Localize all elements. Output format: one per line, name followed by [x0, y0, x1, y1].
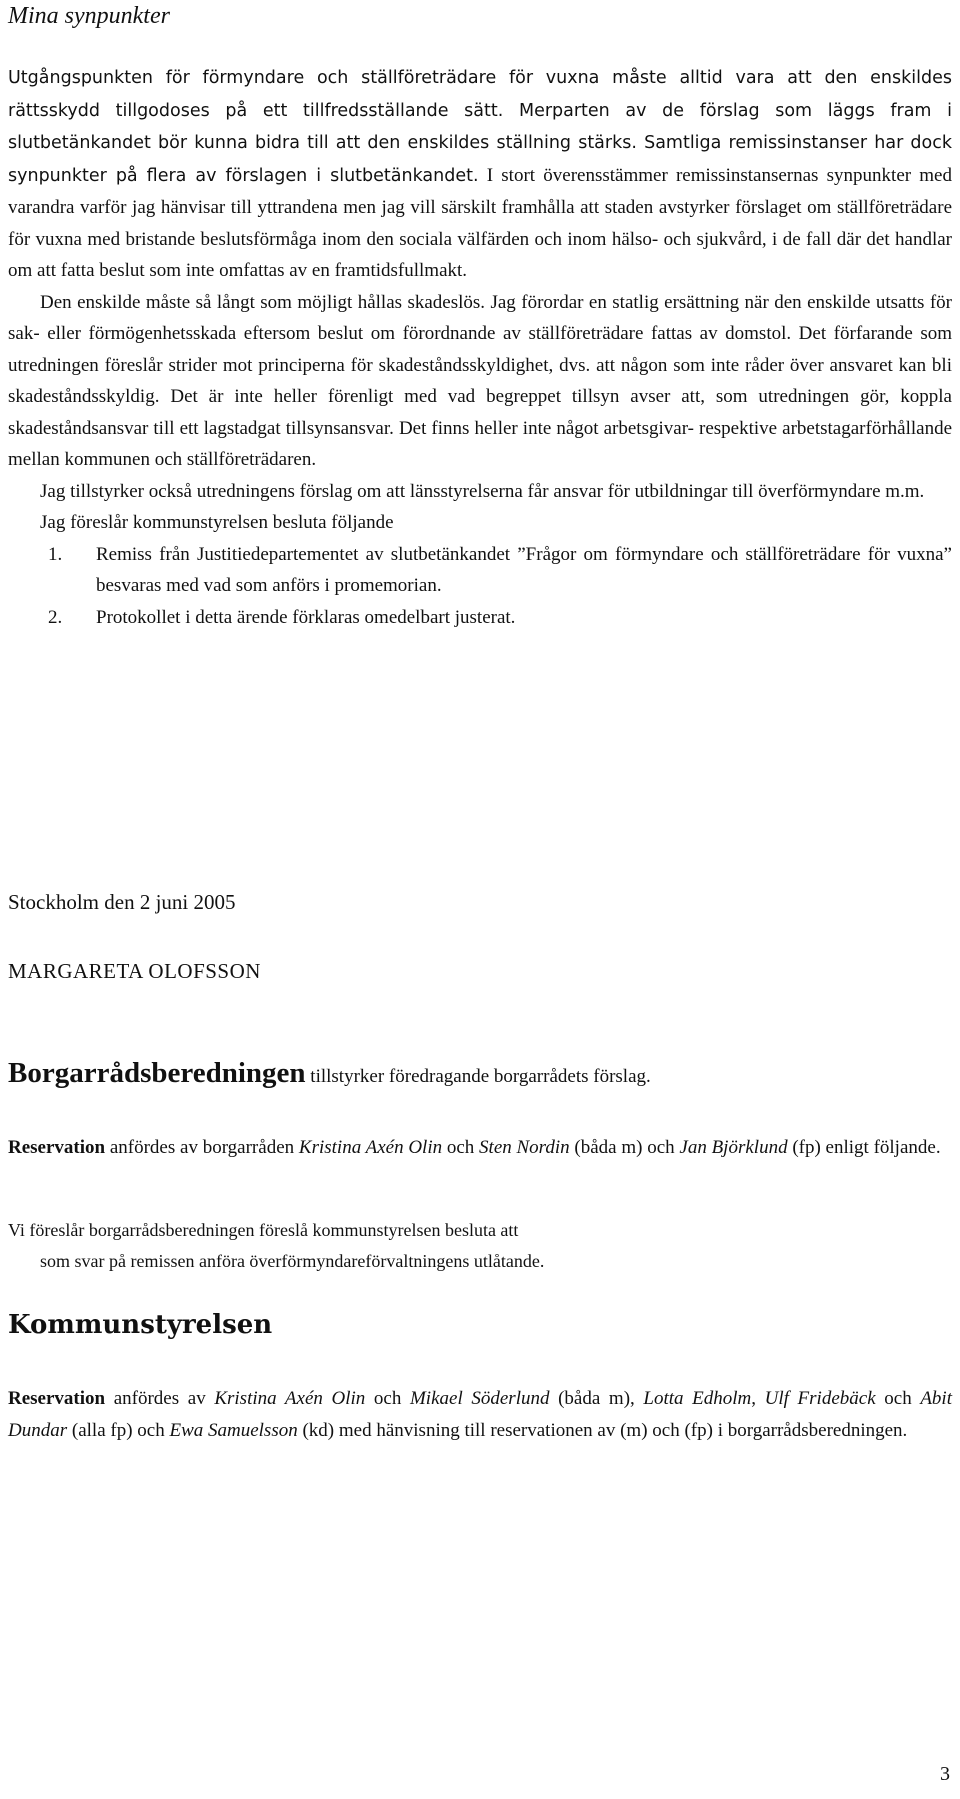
reservation-text: (kd) med hänvisning till reservationen av (m) och (fp) i borgarrådsberedningen. [297, 1419, 908, 1441]
paragraph-1 [8, 62, 952, 287]
list-item [8, 602, 952, 634]
borgarradsberedningen-label: Borgarrådsberedningen [8, 1057, 306, 1089]
person-name: Jan Björklund [679, 1137, 788, 1158]
person-name: Lotta Edholm [643, 1388, 752, 1409]
reservation-2 [8, 1383, 952, 1446]
list-item-text: Remiss från Justitiedepartementet av slutbetänkandet ”Frågor om förmyndare och ställföreträdare för vuxna” besvaras med vad som anförs i promemorian. [96, 543, 952, 596]
reservation-1 [8, 1132, 952, 1164]
date-line: Stockholm den 2 juni 2005 [8, 890, 236, 914]
reservation-text: (fp) enligt följande. [787, 1137, 941, 1158]
paragraph-4: Jag föreslår kommunstyrelsen besluta följande [40, 512, 394, 533]
person-name: Sten Nordin [479, 1137, 570, 1158]
person-name: Kristina Axén Olin [298, 1137, 443, 1158]
paragraph-1-part-a: Utgångspunkten för förmyndare och ställföreträdare för vuxna måste alltid vara att den enskildes rättsskydd tillgodoses på ett tillfredsställande sätt. Merparten av de förslag som läggs fram i slutbetänkandet bör kunna bidra till att den enskildes ställning stärks. Samtliga remissinstanser har dock synpunkter på flera av förslagen i slutbetänkandet. [8, 68, 952, 186]
reservation-text: och [875, 1388, 921, 1409]
person-name: Ewa Samuelsson [169, 1419, 298, 1441]
signature: MARGARETA OLOFSSON [8, 959, 261, 983]
proposal-line-1: Vi föreslår borgarrådsberedningen föreslå kommunstyrelsen besluta att [8, 1220, 519, 1240]
reservation-text: , [751, 1388, 765, 1409]
list-item-text: Protokollet i detta ärende förklaras omedelbart justerat. [96, 606, 516, 628]
page-number: 3 [940, 1763, 950, 1785]
document-page [8, 0, 952, 1799]
person-name: Mikael Söderlund [409, 1388, 550, 1409]
person-name: Ulf Fridebäck [764, 1388, 876, 1409]
reservation-text: (alla fp) och [67, 1419, 170, 1441]
proposal [8, 1215, 952, 1277]
reservation-text: och [442, 1137, 480, 1158]
paragraph-2: Den enskilde måste så långt som möjligt hållas skadeslös. Jag förordar en statlig ersättning när den enskilde utsatts för sak- eller förmögenhetsskada eftersom beslut om förordnande av ställföreträdare fattas av domstol. Det förfarande som utredningen föreslår strider mot principerna för skadeståndsskyldighet, dvs. att någon som inte råder över ansvaret kan bli skadeståndsskyldig. Det är inte heller förenligt med vad begreppet tillsyn avser att, som utredningen gör, koppla skadeståndsansvar till ett lagstadgat tillsynsansvar. Det finns heller inte något arbetsgivar- respektive arbetstagarförhållande mellan kommunen och ställföreträdaren. [8, 291, 952, 470]
reservation-label: Reservation [8, 1388, 106, 1409]
section-heading: Mina synpunkter [8, 3, 170, 29]
body-text [8, 62, 952, 633]
reservation-text: anfördes av borgarråden [105, 1137, 299, 1158]
list-item [8, 539, 952, 602]
reservation-text: (båda m) och [569, 1137, 680, 1158]
decision-list [8, 539, 952, 634]
borgarradsberedningen-text: tillstyrker föredragande borgarrådets förslag. [305, 1066, 651, 1087]
borgarradsberedningen-statement [8, 1058, 952, 1093]
reservation-text: och [365, 1388, 410, 1409]
paragraph-3: Jag tillstyrker också utredningens förslag om att länsstyrelserna får ansvar för utbildningar till överförmyndare m.m. [40, 480, 925, 502]
list-item-number: 1. [48, 543, 63, 565]
person-name: Kristina Axén Olin [214, 1388, 366, 1409]
list-item-number: 2. [48, 606, 63, 628]
reservation-text: (båda m), [549, 1388, 644, 1409]
proposal-line-2: som svar på remissen anföra överförmyndareförvaltningens utlåtande. [40, 1251, 545, 1271]
reservation-label: Reservation [8, 1137, 106, 1158]
kommunstyrelsen-heading: Kommunstyrelsen [8, 1310, 273, 1340]
paragraph-1-part-b: I stort överensstämmer remissinstansernas synpunkter med varandra varför jag hänvisar till yttrandena men jag vill särskilt framhålla att staden avstyrker förslaget om ställföreträdare för vuxna med bristande beslutsförmåga inom den sociala välfärden och inom hälso- och sjukvård, i de fall där det handlar om att fatta beslut som inte omfattas av en framtidsfullmakt. [8, 164, 952, 281]
person-name: Abit Dundar [8, 1388, 952, 1441]
reservation-text: anfördes av [105, 1388, 215, 1409]
